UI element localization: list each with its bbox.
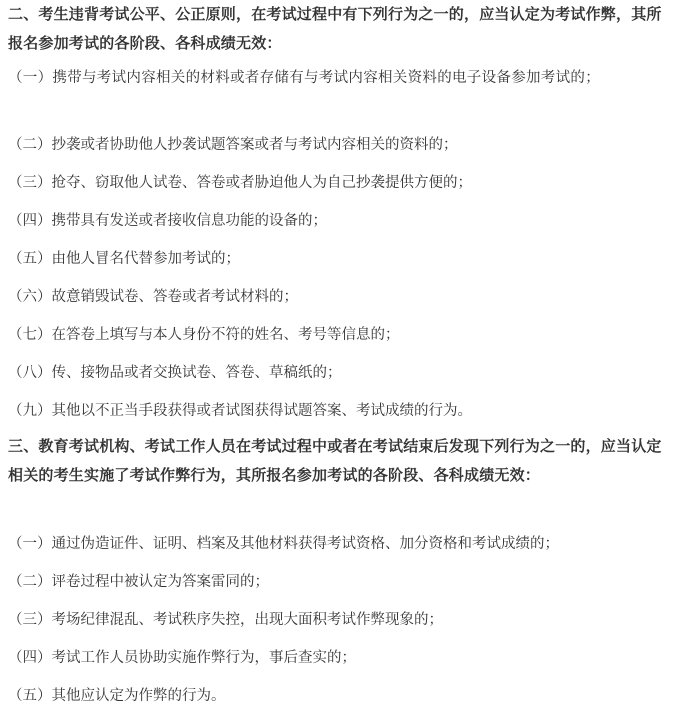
section-2-item-1: （一）携带与考试内容相关的材料或者存储有与考试内容相关资料的电子设备参加考试的； (8, 70, 600, 86)
section-3-item-5: （五）其他应认定为作弊的行为。 (8, 688, 226, 704)
section-2-item-2: （二）抄袭或者协助他人抄袭试题答案或者与考试内容相关的资料的； (8, 137, 458, 153)
section-2-item-7: （七）在答卷上填写与本人身份不符的姓名、考号等信息的； (8, 327, 400, 343)
section-2-item-8: （八）传、接物品或者交换试卷、答卷、草稿纸的； (8, 365, 342, 381)
section-2-item-3: （三）抢夺、窃取他人试卷、答卷或者胁迫他人为自己抄袭提供方便的； (8, 175, 472, 191)
section-3-item-1: （一）通过伪造证件、证明、档案及其他材料获得考试资格、加分资格和考试成绩的； (8, 536, 559, 552)
section-3-item-4: （四）考试工作人员协助实施作弊行为，事后查实的； (8, 650, 356, 666)
section-2-heading: 二、考生违背考试公平、公正原则，在考试过程中有下列行为之一的，应当认定为考试作弊，其所报名参加考试的各阶段、各科成绩无效： (8, 5, 662, 52)
section-2-item-5: （五）由他人冒名代替参加考试的； (8, 251, 240, 267)
section-3-item-2: （二）评卷过程中被认定为答案雷同的； (8, 574, 269, 590)
section-2-item-4: （四）携带具有发送或者接收信息功能的设备的； (8, 213, 327, 229)
section-3-item-3: （三）考场纪律混乱、考试秩序失控，出现大面积考试作弊现象的； (8, 612, 443, 628)
section-3-heading: 三、教育考试机构、考试工作人员在考试过程中或者在考试结束后发现下列行为之一的，应当认定相关的考生实施了考试作弊行为，其所报名参加考试的各阶段、各科成绩无效： (8, 437, 662, 484)
section-2-item-9: （九）其他以不正当手段获得或者试图获得试题答案、考试成绩的行为。 (8, 403, 472, 419)
section-2-item-6: （六）故意销毁试卷、答卷或者考试材料的； (8, 289, 298, 305)
